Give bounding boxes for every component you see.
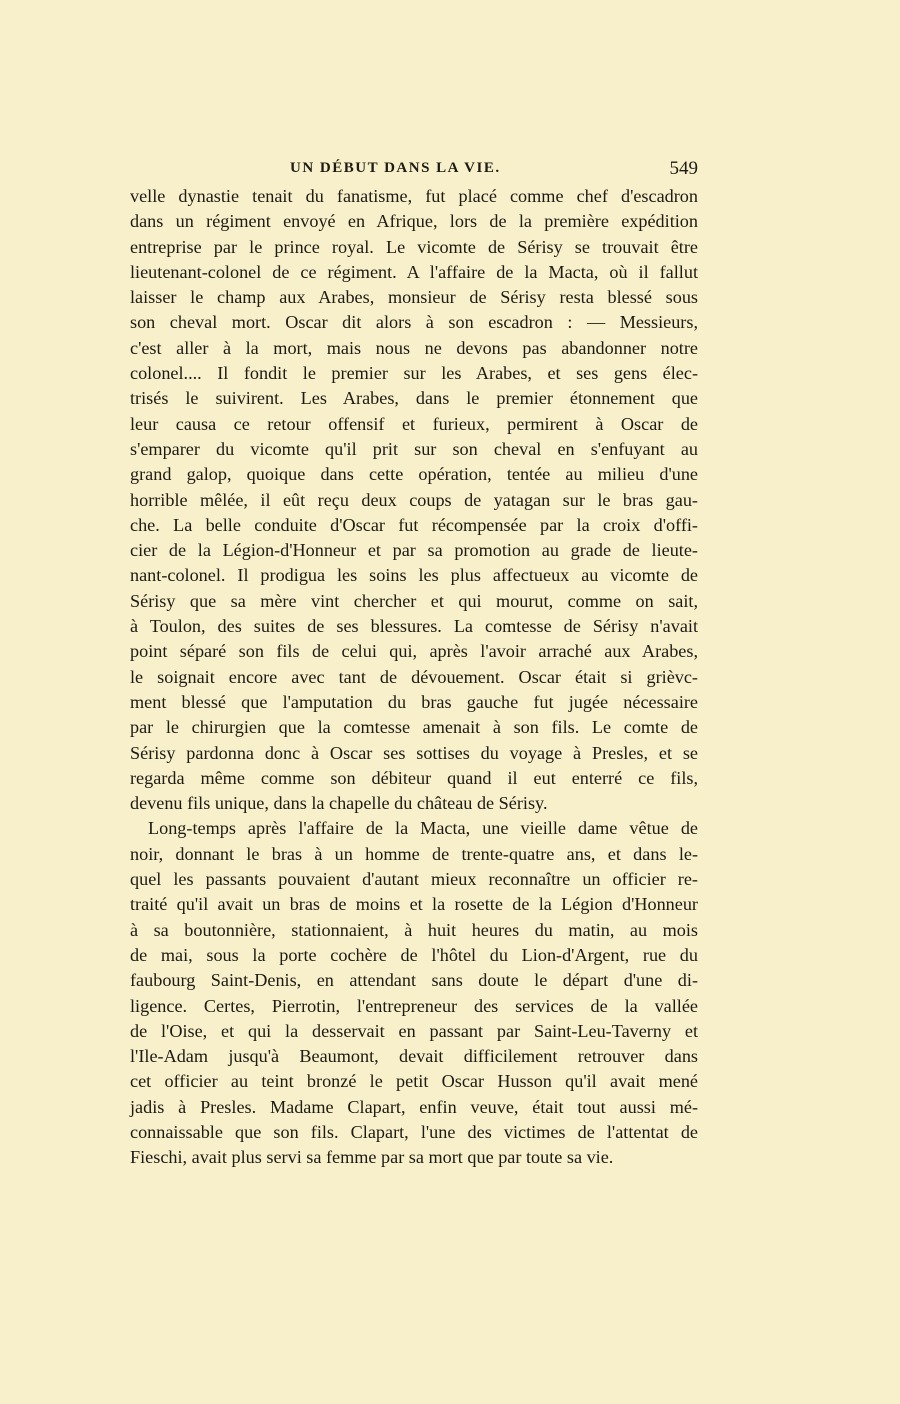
text-line: ligence. Certes, Pierrotin, l'entrepreneur des services de la vallée (130, 995, 698, 1016)
text-line: c'est aller à la mort, mais nous ne devons pas abandonner notre (130, 337, 698, 358)
text-line: leur causa ce retour offensif et furieux, permirent à Oscar de (130, 413, 698, 434)
text-line: Long-temps après l'affaire de la Macta, une vieille dame vêtue de (148, 818, 698, 839)
text-line: cet officier au teint bronzé le petit Oscar Husson qu'il avait mené (130, 1071, 698, 1092)
page-number: 549 (669, 158, 698, 179)
text-line: regarda même comme son débiteur quand il eut enterré ce fils, (130, 767, 698, 788)
text-line: connaissable que son fils. Clapart, l'une des victimes de l'attentat de (130, 1121, 698, 1142)
body-text (130, 184, 698, 1171)
running-title: UN DÉBUT DANS LA VIE. (290, 160, 501, 176)
text-line: dans un régiment envoyé en Afrique, lors de la première expédition (130, 211, 698, 232)
text-line: le soignait encore avec tant de dévouement. Oscar était si grièvc- (130, 666, 698, 687)
text-line: che. La belle conduite d'Oscar fut récompensée par la croix d'offi- (130, 514, 698, 535)
text-line: quel les passants pouvaient d'autant mieux reconnaître un officier re- (130, 869, 698, 890)
text-line: de l'Oise, et qui la desservait en passant par Saint-Leu-Taverny et (130, 1020, 698, 1041)
text-line: s'emparer du vicomte qu'il prit sur son cheval en s'enfuyant au (130, 438, 698, 459)
text-line: son cheval mort. Oscar dit alors à son escadron : — Messieurs, (130, 312, 698, 333)
text-line: entreprise par le prince royal. Le vicomte de Sérisy se trouvait être (130, 236, 698, 257)
text-line: horrible mêlée, il eût reçu deux coups de yatagan sur le bras gau- (130, 489, 698, 510)
text-line: colonel.... Il fondit le premier sur les Arabes, et ses gens élec- (130, 363, 698, 384)
running-header (130, 158, 698, 182)
text-line: faubourg Saint-Denis, en attendant sans doute le départ d'une di- (130, 970, 698, 991)
text-line: velle dynastie tenait du fanatisme, fut placé comme chef d'escadron (130, 186, 698, 206)
text-line: nant-colonel. Il prodigua les soins les plus affectueux au vicomte de (130, 565, 698, 586)
text-line: noir, donnant le bras à un homme de trente-quatre ans, et dans le- (130, 843, 698, 864)
text-line: lieutenant-colonel de ce régiment. A l'affaire de la Macta, où il fallut (130, 261, 698, 282)
text-line: cier de la Légion-d'Honneur et par sa promotion au grade de lieute- (130, 540, 698, 561)
text-line: grand galop, quoique dans cette opération, tentée au milieu d'une (130, 464, 698, 485)
text-line: à Toulon, des suites de ses blessures. La comtesse de Sérisy n'avait (130, 616, 698, 637)
text-line: l'Ile-Adam jusqu'à Beaumont, devait difficilement retrouver dans (130, 1046, 698, 1067)
text-line: laisser le champ aux Arabes, monsieur de Sérisy resta blessé sous (130, 287, 698, 308)
text-line: Fieschi, avait plus servi sa femme par sa mort que par toute sa vie. (130, 1147, 614, 1168)
text-line: trisés le suivirent. Les Arabes, dans le premier étonnement que (130, 388, 698, 409)
text-line: à sa boutonnière, stationnaient, à huit heures du matin, au mois (130, 919, 698, 940)
text-line: de mai, sous la porte cochère de l'hôtel du Lion-d'Argent, rue du (130, 944, 698, 965)
text-line: par le chirurgien que la comtesse amenait à son fils. Le comte de (130, 717, 698, 738)
text-line: devenu fils unique, dans la chapelle du château de Sérisy. (130, 793, 548, 814)
text-line: ment blessé que l'amputation du bras gauche fut jugée nécessaire (130, 691, 698, 712)
text-line: jadis à Presles. Madame Clapart, enfin veuve, était tout aussi mé- (130, 1096, 698, 1117)
text-line: traité qu'il avait un bras de moins et la rosette de la Légion d'Honneur (130, 894, 698, 915)
text-line: Sérisy que sa mère vint chercher et qui mourut, comme on sait, (130, 590, 698, 611)
text-line: point séparé son fils de celui qui, après l'avoir arraché aux Arabes, (130, 641, 698, 662)
text-line: Sérisy pardonna donc à Oscar ses sottises du voyage à Presles, et se (130, 742, 698, 763)
